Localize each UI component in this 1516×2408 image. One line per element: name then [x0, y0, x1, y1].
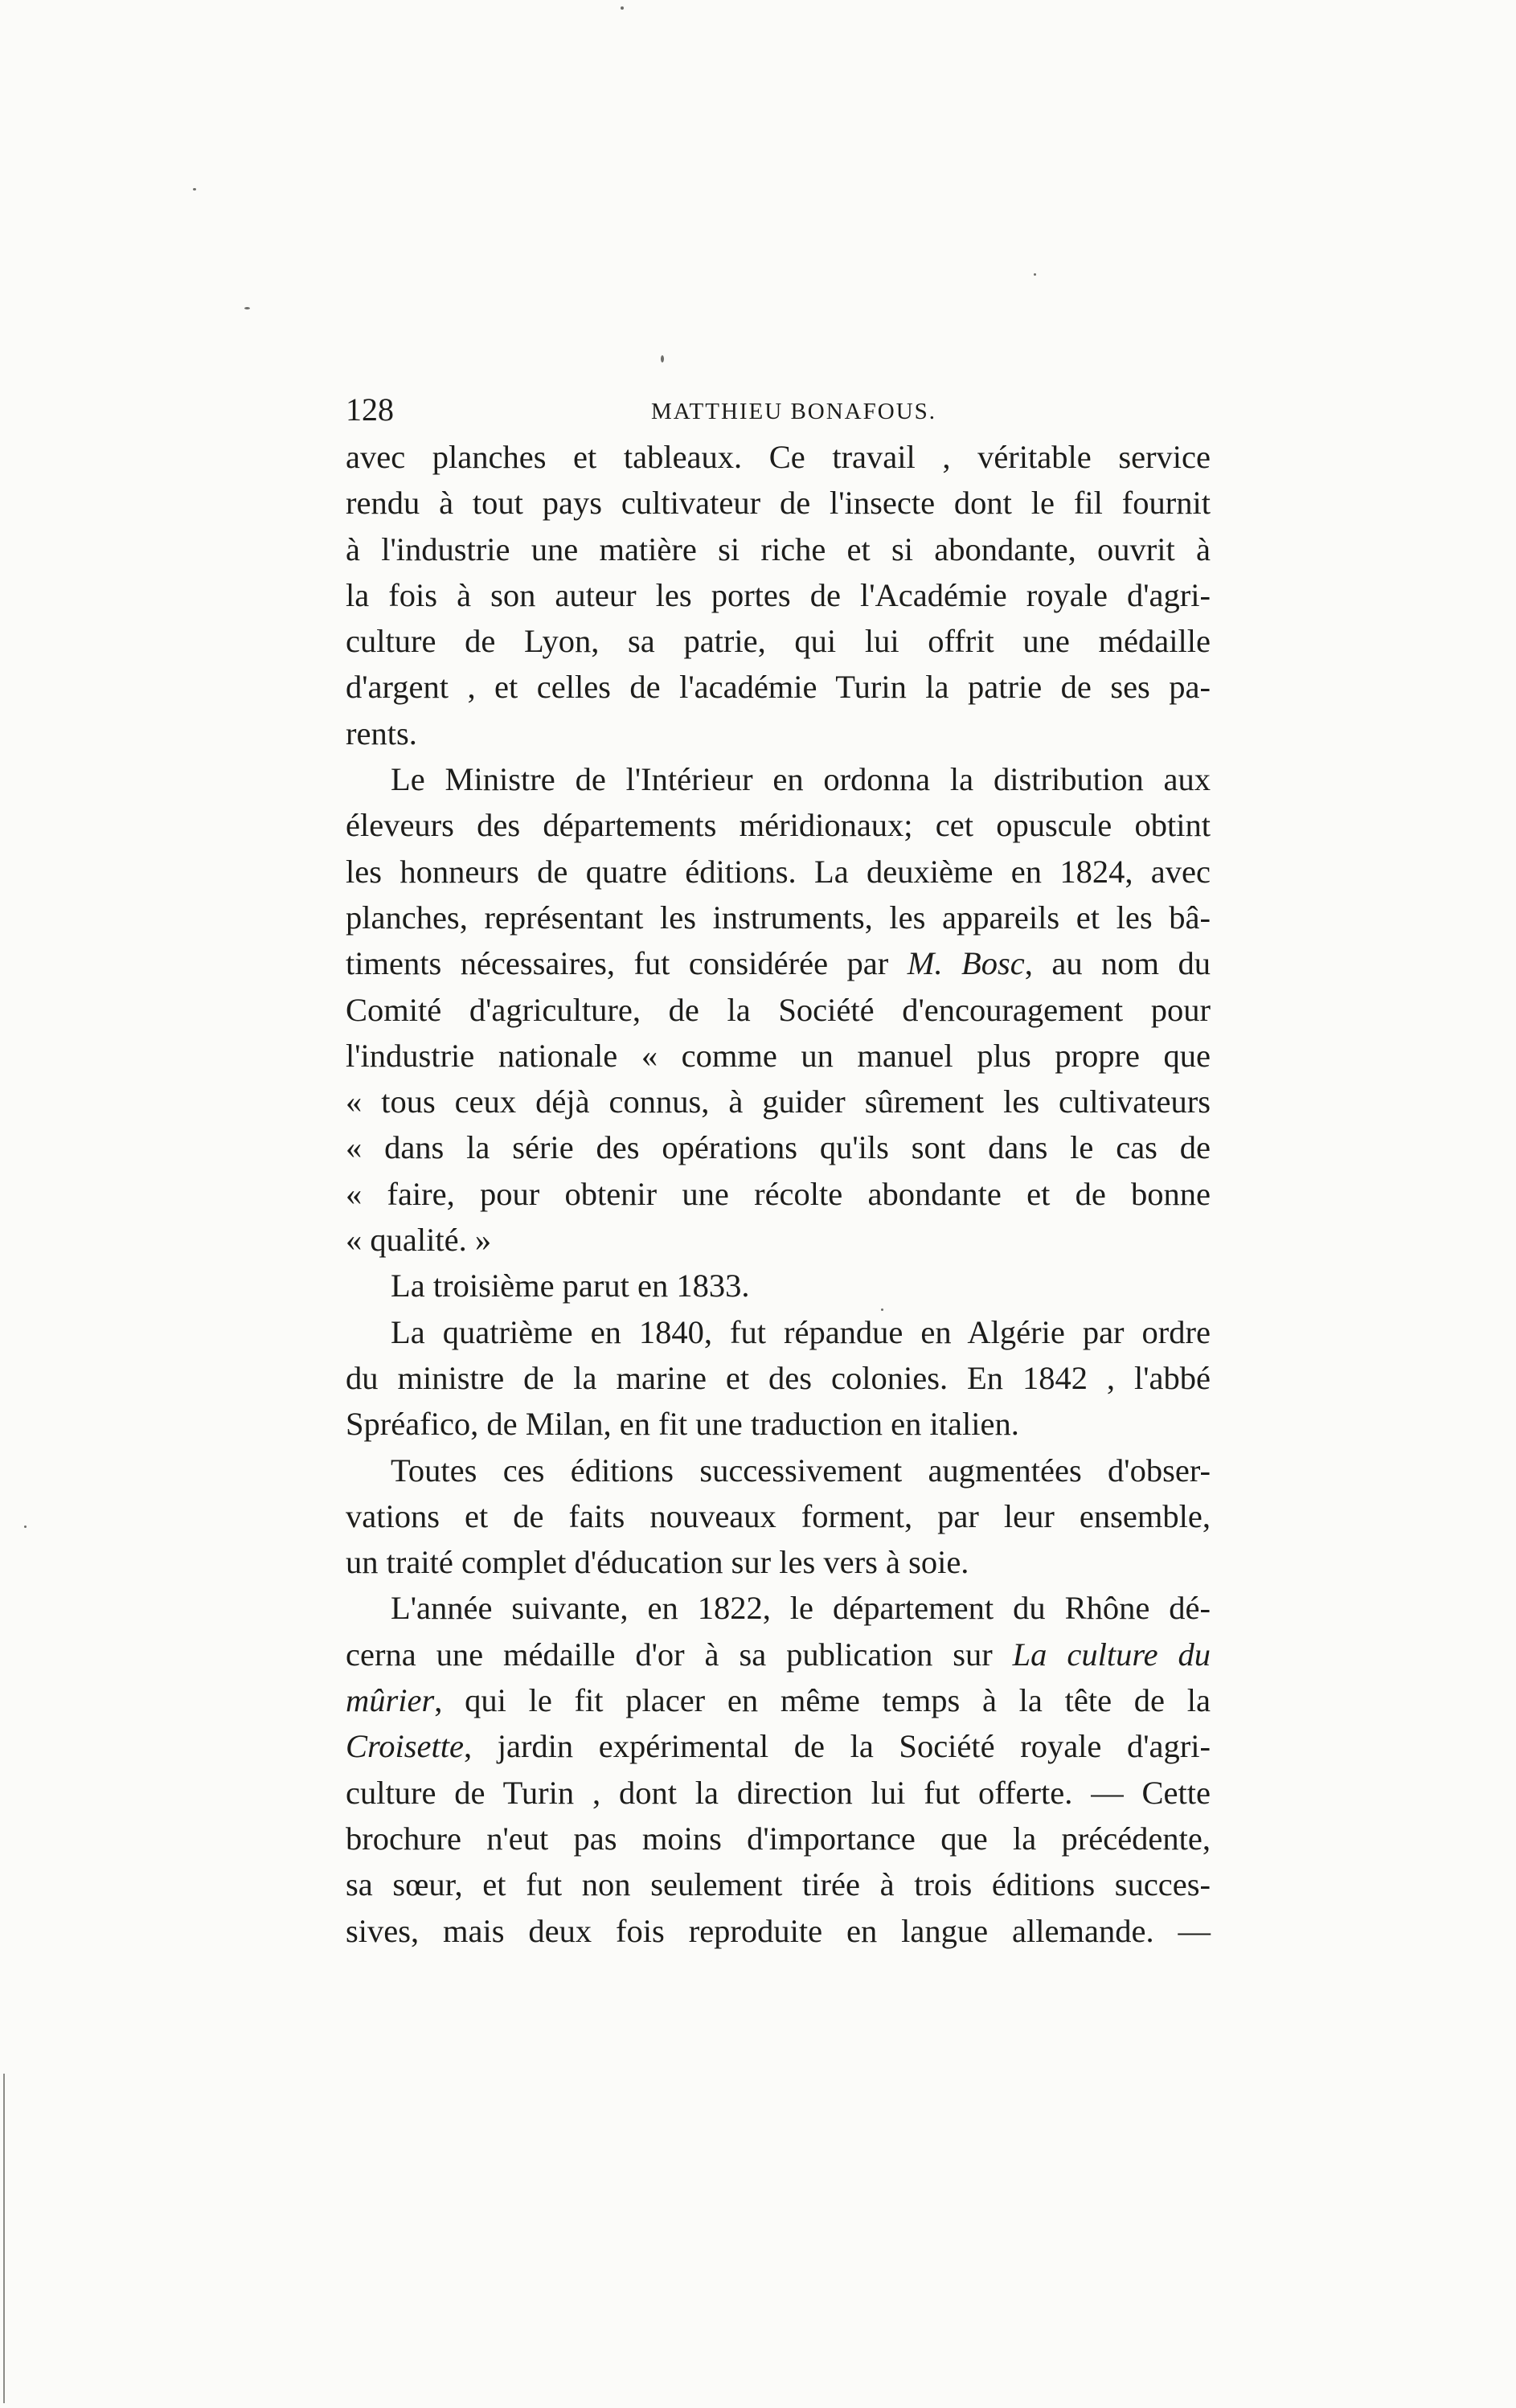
text-segment: timents nécessaires, fut considérée par [346, 945, 889, 982]
text-segment: cerna une médaille d'or à sa publication sur [346, 1636, 993, 1673]
text-line: avec planches et tableaux. Ce travail , véritable service [346, 439, 1211, 475]
italic-title: mûrier [346, 1682, 435, 1719]
ink-speck [1034, 273, 1036, 276]
text-segment: , au nom du [1024, 945, 1211, 982]
ink-speck [193, 188, 196, 190]
body-text [346, 434, 1211, 1954]
italic-name: M. Bosc [907, 945, 1025, 982]
text-line: « tous ceux déjà connus, à guider sûrement les cultivateurs [346, 1083, 1211, 1120]
text-line: éleveurs des départements méridionaux; cet opuscule obtint [346, 807, 1211, 844]
text-line: la fois à son auteur les portes de l'Académie royale d'agri- [346, 576, 1211, 613]
text-line: rents. [346, 715, 417, 751]
text-line: « faire, pour obtenir une récolte abondante et de bonne [346, 1175, 1211, 1212]
ink-speck [24, 1525, 27, 1528]
text-line: La troisième parut en 1833. [391, 1267, 750, 1304]
ink-speck [244, 307, 250, 309]
text-segment: , qui le fit placer en même temps à la tête de la [434, 1682, 1211, 1719]
ink-speck [621, 6, 624, 10]
italic-place: Croisette [346, 1728, 464, 1765]
text-line: à l'industrie une matière si riche et si abondante, ouvrit à [346, 530, 1211, 567]
text-line: culture de Lyon, sa patrie, qui lui offrit une médaille [346, 623, 1211, 660]
page-number: 128 [346, 391, 394, 428]
text-line: les honneurs de quatre éditions. La deuxième en 1824, avec [346, 853, 1211, 890]
text-line: Comité d'agriculture, de la Société d'encouragement pour [346, 991, 1211, 1028]
text-line: culture de Turin , dont la direction lui fut offerte. — Cette [346, 1774, 1211, 1811]
text-line: « dans la série des opérations qu'ils sont dans le cas de [346, 1129, 1211, 1166]
text-line: Le Ministre de l'Intérieur en ordonna la distribution aux [391, 761, 1211, 798]
text-line: Toutes ces éditions successivement augmentées d'obser- [391, 1452, 1211, 1489]
text-line [346, 1677, 1211, 1723]
text-line: d'argent , et celles de l'académie Turin la patrie de ses pa- [346, 669, 1211, 706]
text-line: un traité complet d'éducation sur les vers à soie. [346, 1544, 969, 1581]
text-line [346, 1632, 1211, 1677]
text-line: rendu à tout pays cultivateur de l'insecte dont le fil fournit [346, 485, 1211, 522]
text-line: « qualité. » [346, 1222, 492, 1259]
text-line: l'industrie nationale « comme un manuel plus propre que [346, 1037, 1211, 1074]
text-line: sives, mais deux fois reproduite en langue allemande. — [346, 1912, 1211, 1949]
running-head [346, 384, 1211, 432]
text-line [346, 940, 1211, 986]
text-line: La quatrième en 1840, fut répandue en Algérie par ordre [391, 1313, 1211, 1350]
scan-edge-line [3, 2074, 5, 2403]
text-line: Spréafico, de Milan, en fit une traduction en italien. [346, 1406, 1019, 1443]
italic-title: La culture du [1012, 1636, 1211, 1673]
text-line: L'année suivante, en 1822, le département du Rhône dé- [391, 1590, 1211, 1627]
running-title: MATTHIEU BONAFOUS. [651, 399, 937, 424]
text-line: sa sœur, et fut non seulement tirée à trois éditions succes- [346, 1866, 1211, 1903]
text-line: brochure n'eut pas moins d'importance que la précédente, [346, 1820, 1211, 1857]
text-line: vations et de faits nouveaux forment, par leur ensemble, [346, 1497, 1211, 1534]
text-line: du ministre de la marine et des colonies. En 1842 , l'abbé [346, 1359, 1211, 1396]
ink-speck [661, 355, 664, 362]
text-segment: , jardin expérimental de la Société royale d'agri- [464, 1728, 1211, 1765]
text-line: planches, représentant les instruments, les appareils et les bâ- [346, 899, 1211, 936]
ink-speck [881, 1308, 883, 1311]
text-line [346, 1723, 1211, 1769]
